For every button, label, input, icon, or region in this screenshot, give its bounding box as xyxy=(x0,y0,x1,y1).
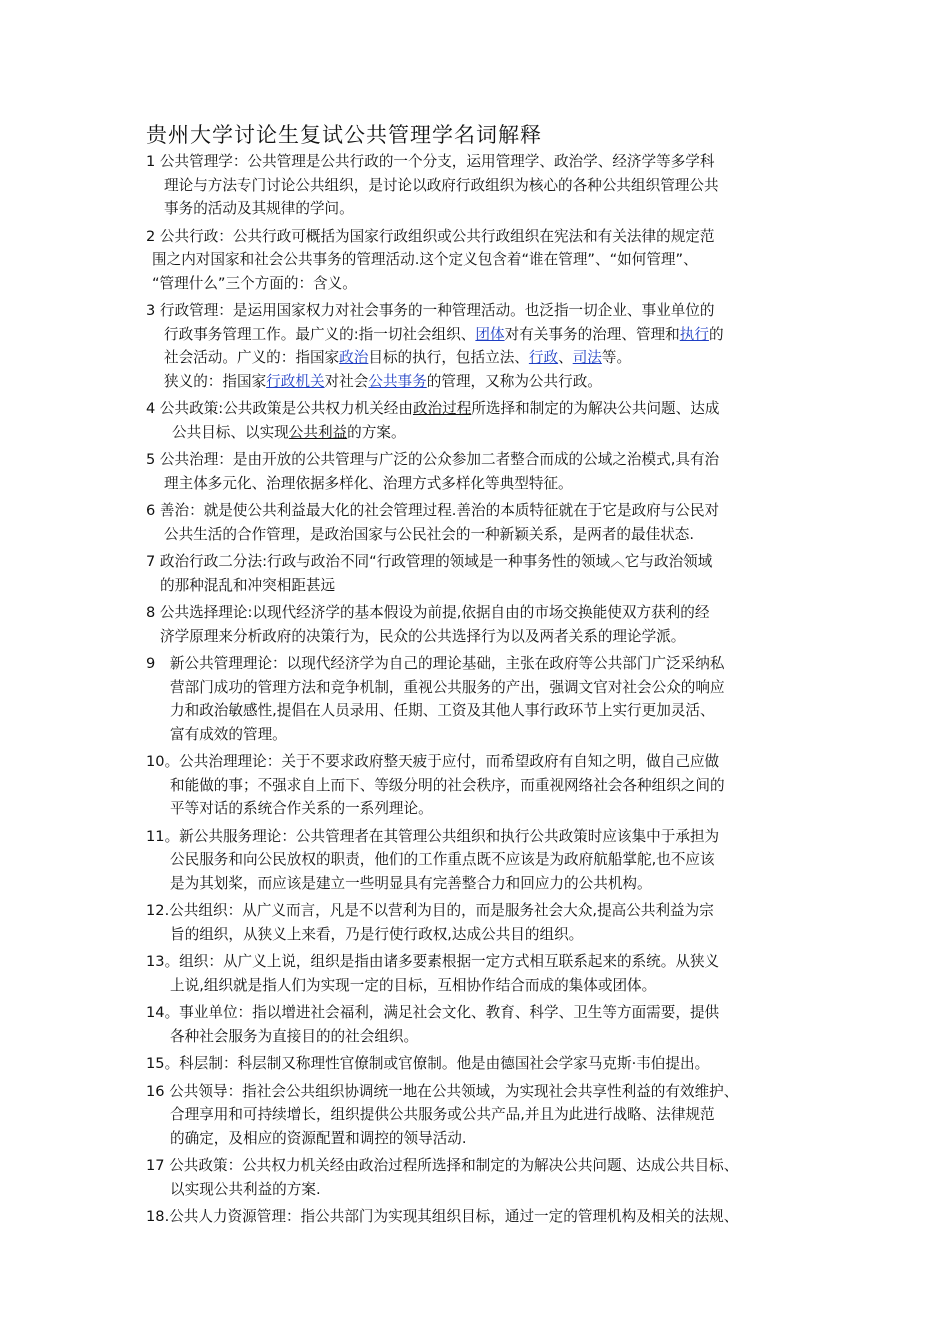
entry-line xyxy=(0,825,950,849)
entry-text: 和能做的事；不强求自上而下、等级分明的社会秩序，而重视网络社会各种组织之间的 xyxy=(170,776,725,794)
entry-line xyxy=(0,150,950,174)
glossary-entry xyxy=(0,397,950,444)
entry-text: 以实现公共利益的方案. xyxy=(170,1180,321,1198)
glossary-entry xyxy=(0,825,950,896)
term-link[interactable]: 行政机关 xyxy=(266,372,325,390)
term-link[interactable]: 司法 xyxy=(572,349,602,366)
entry-text: 富有成效的管理。 xyxy=(170,725,287,743)
entry-text: 平等对话的系统合作关系的一系列理论。 xyxy=(170,800,433,817)
entry-text: 14。事业单位：指以增进社会福利，满足社会文化、教育、科学、卫生等方面需要，提供 xyxy=(146,1004,720,1021)
glossary-entry xyxy=(0,499,950,546)
entry-text: 的方案。 xyxy=(347,423,406,441)
entry-text: 事务的活动及其规律的学问。 xyxy=(164,200,354,217)
entry-line xyxy=(0,723,950,747)
entry-text: 旨的组织，从狭义上来看，乃是行使行政权,达成公共目的组织。 xyxy=(170,925,584,943)
entry-line xyxy=(0,601,950,625)
entry-text: 公民服务和向公民放权的职责，他们的工作重点既不应该是为政府航船掌舵,也不应该 xyxy=(170,851,715,868)
entry-text: “管理什么”三个方面的：含义。 xyxy=(152,274,357,292)
entry-text: 15。科层制：科层制又称理性官僚制或官僚制。他是由德国社会学家马克斯·韦伯提出。 xyxy=(146,1055,710,1072)
entry-line xyxy=(0,1025,950,1049)
entry-text: 围之内对国家和社会公共事务的管理活动.这个定义包含着“谁在管理”、“如何管理”、 xyxy=(152,251,698,268)
entry-line xyxy=(0,923,950,947)
entry-line xyxy=(0,1154,950,1178)
entry-text: 理论与方法专门讨论公共组织，是讨论以政府行政组织为核心的各种公共组织管理公共 xyxy=(164,176,719,194)
entry-line xyxy=(0,750,950,774)
entry-line xyxy=(0,1205,950,1229)
entry-line xyxy=(0,472,950,496)
entry-line xyxy=(0,1052,950,1076)
entry-line xyxy=(0,248,950,272)
entry-line xyxy=(0,272,950,296)
glossary-entry xyxy=(0,448,950,495)
underlined-term: 公共利益 xyxy=(288,423,348,441)
entry-line xyxy=(0,225,950,249)
entry-line xyxy=(0,299,950,323)
entry-text: 上说,组织就是指人们为实现一定的目标，互相协作结合而成的集体或团体。 xyxy=(170,976,657,994)
entry-text: 6 善治：就是使公共利益最大化的社会管理过程.善治的本质特征就在于它是政府与公民对 xyxy=(146,502,720,519)
entry-text: 对社会 xyxy=(324,372,369,390)
glossary-entry xyxy=(0,652,950,746)
term-link[interactable]: 公共事务 xyxy=(368,372,427,390)
entry-text: 营部门成功的管理方法和竞争机制，重视公共服务的产出，强调文官对社会公众的响应 xyxy=(170,678,725,696)
entry-line xyxy=(0,676,950,700)
entry-text: 公共目标、以实现 xyxy=(172,423,289,441)
entry-line xyxy=(0,1178,950,1202)
glossary-entry xyxy=(0,225,950,296)
entry-line xyxy=(0,625,950,649)
entry-text: 合理享用和可持续增长，组织提供公共服务或公共产品,并且为此进行战略、法律规范 xyxy=(170,1106,715,1123)
glossary-entry xyxy=(0,550,950,597)
entry-line xyxy=(0,397,950,421)
glossary-entry xyxy=(0,299,950,393)
entry-text: 8 公共选择理论:以现代经济学的基本假设为前提,依据自由的市场交换能使双方获利的经 xyxy=(146,604,710,621)
page-title: 贵州大学讨论生复试公共管理学名词解释 xyxy=(146,123,542,147)
entry-line xyxy=(0,323,950,347)
entry-text: 狭义的：指国家 xyxy=(164,372,267,390)
term-link[interactable]: 行政 xyxy=(528,349,559,366)
entry-line xyxy=(0,421,950,445)
entry-text: 力和政治敏感性,提倡在人员录用、任期、工资及其他人事行政环节上实行更加灵活、 xyxy=(170,702,715,719)
term-link[interactable]: 执行 xyxy=(679,325,709,343)
entry-text: 3 行政管理：是运用国家权力对社会事务的一种管理活动。也泛指一切企业、事业单位的 xyxy=(146,302,715,319)
entry-text: 9 新公共管理理论：以现代经济学为自己的理论基础，主张在政府等公共部门广泛采纳私 xyxy=(146,655,725,672)
entry-line xyxy=(0,523,950,547)
entry-text: 行政事务管理工作。最广义的:指一切社会组织、 xyxy=(164,325,476,343)
entry-line xyxy=(0,774,950,798)
entry-text: 2 公共行政：公共行政可概括为国家行政组织或公共行政组织在宪法和有关法律的规定范 xyxy=(146,227,715,245)
entry-line xyxy=(0,974,950,998)
entry-text: 16 公共领导：指社会公共组织协调统一地在公共领域，为实现社会共享性利益的有效维护、 xyxy=(146,1082,739,1100)
entry-line xyxy=(0,499,950,523)
entry-text: 的 xyxy=(708,325,724,343)
entry-line xyxy=(0,797,950,821)
term-link[interactable]: 团体 xyxy=(475,325,505,343)
glossary-entry xyxy=(0,899,950,946)
glossary-entry xyxy=(0,1001,950,1048)
glossary-entry xyxy=(0,950,950,997)
entry-text: 的那种混乱和冲突相距甚远 xyxy=(160,576,336,594)
entry-line xyxy=(0,197,950,221)
glossary-entry xyxy=(0,601,950,648)
entry-text: 、 xyxy=(558,349,573,366)
glossary-list xyxy=(0,150,950,1233)
entry-text: 17 公共政策：公共权力机关经由政治过程所选择和制定的为解决公共问题、达成公共目标、 xyxy=(146,1157,739,1174)
entry-line xyxy=(0,550,950,574)
entry-line xyxy=(0,1080,950,1104)
term-link[interactable]: 政治 xyxy=(339,349,369,366)
entry-line xyxy=(0,1103,950,1127)
entry-text: 各种社会服务为直接目的的社会组织。 xyxy=(170,1027,419,1045)
entry-text: 所选择和制定的为解决公共问题、达成 xyxy=(471,400,720,417)
entry-line xyxy=(0,950,950,974)
entry-text: 1 公共管理学：公共管理是公共行政的一个分支，运用管理学、政治学、经济学等多学科 xyxy=(146,153,715,170)
entry-line xyxy=(0,574,950,598)
entry-text: 12.公共组织：从广义而言，凡是不以营利为目的，而是服务社会大众,提高公共利益为宗 xyxy=(146,902,714,919)
entry-line xyxy=(0,872,950,896)
glossary-entry xyxy=(0,1052,950,1076)
entry-text: 10。公共治理理论：关于不要求政府整天疲于应付，而希望政府有自知之明，做自己应做 xyxy=(146,753,720,770)
entry-line xyxy=(0,848,950,872)
entry-line xyxy=(0,899,950,923)
entry-text: 济学原理来分析政府的决策行为，民众的公共选择行为以及两者关系的理论学派。 xyxy=(160,627,686,645)
entry-text: 理主体多元化、治理依据多样化、治理方式多样化等典型特征。 xyxy=(164,474,573,492)
entry-line xyxy=(0,346,950,370)
glossary-entry xyxy=(0,750,950,821)
entry-line xyxy=(0,1001,950,1025)
entry-text: 18.公共人力资源管理：指公共部门为实现其组织目标，通过一定的管理机构及相关的法规、 xyxy=(146,1208,739,1225)
glossary-entry xyxy=(0,1080,950,1151)
entry-line xyxy=(0,699,950,723)
entry-text: 13。组织：从广义上说，组织是指由诸多要素根据一定方式相互联系起来的系统。从狭义 xyxy=(146,953,720,970)
entry-text: 7 政治行政二分法:行政与政治不同“行政管理的领域是一种事务性的领域︿它与政治领域 xyxy=(146,553,713,570)
entry-text: 对有关事务的治理、管理和 xyxy=(504,325,680,343)
entry-text: 是为其划桨，而应该是建立一些明显具有完善整合力和回应力的公共机构。 xyxy=(170,874,652,892)
underlined-term: 政治过程 xyxy=(412,400,472,417)
entry-line xyxy=(0,174,950,198)
entry-text: 11。新公共服务理论：公共管理者在其管理公共组织和执行公共政策时应该集中于承担为 xyxy=(146,827,720,845)
glossary-entry xyxy=(0,1154,950,1201)
entry-line xyxy=(0,370,950,394)
entry-text: 的管理，又称为公共行政。 xyxy=(426,372,602,390)
entry-line xyxy=(0,448,950,472)
entry-text: 目标的执行，包括立法、 xyxy=(368,349,529,366)
entry-text: 公共生活的合作管理，是政治国家与公民社会的一种新颖关系，是两者的最佳状态. xyxy=(164,525,695,543)
entry-line xyxy=(0,1127,950,1151)
glossary-entry xyxy=(0,150,950,221)
glossary-entry xyxy=(0,1205,950,1229)
entry-text: 等。 xyxy=(601,349,632,366)
entry-text: 5 公共治理：是由开放的公共管理与广泛的公众参加二者整合而成的公域之治模式,具有治 xyxy=(146,451,720,468)
entry-text: 社会活动。广义的：指国家 xyxy=(164,349,340,366)
entry-text: 4 公共政策:公共政策是公共权力机关经由 xyxy=(146,400,413,417)
entry-text: 的确定，及相应的资源配置和调控的领导活动. xyxy=(170,1129,467,1147)
entry-line xyxy=(0,652,950,676)
